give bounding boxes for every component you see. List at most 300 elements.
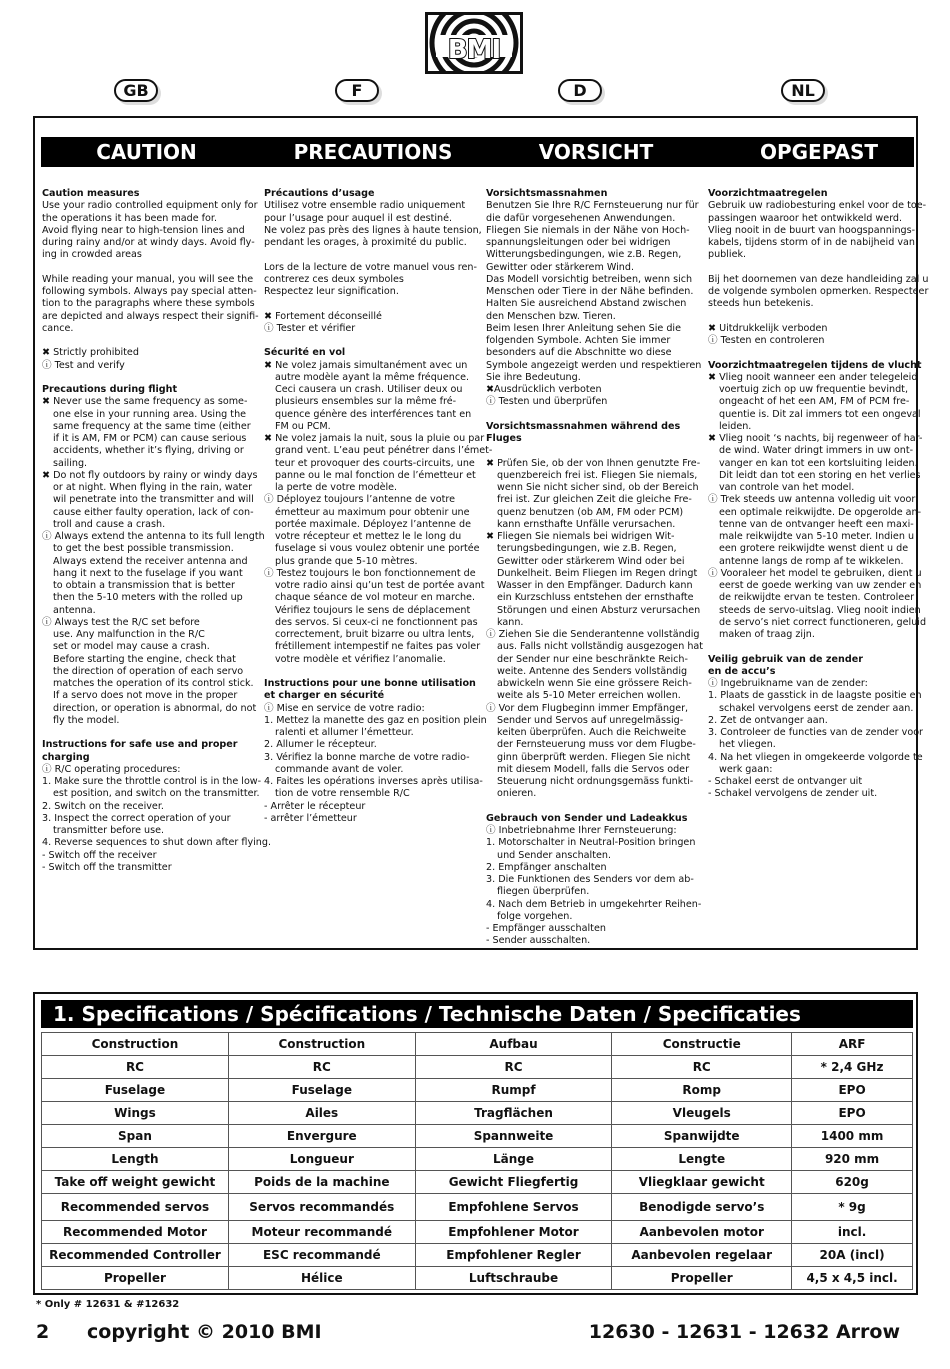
text-line: ✖ Fliegen Sie niemals bei widrigen Wit- — [486, 531, 675, 542]
text-line: est position, and switch on the transmitter. — [53, 788, 260, 800]
section-heading: Gebrauch von Sender und Ladeakkus — [486, 812, 688, 824]
copyright-text: copyright © 2010 BMI — [87, 1321, 322, 1343]
text-line: und Sender anschalten. — [497, 849, 612, 861]
text-line: ✖ Never use the same frequency as some- — [42, 396, 248, 408]
text-line: tion de votre rensemble R/C — [275, 788, 410, 800]
table-row — [42, 1056, 913, 1079]
text-line: ✖ Strictly prohibited — [42, 347, 139, 359]
text-line: besonders auf die Abschnitte wo diese — [486, 347, 672, 359]
table-cell: 920 mm — [792, 1148, 913, 1171]
text-line: ⓘ Tester et vérifier — [264, 322, 356, 334]
text-line: Utilisez votre ensemble radio uniquement — [264, 200, 466, 212]
text-line: Sender und Servos auf unregelmässig- — [497, 714, 684, 726]
column-dutch — [708, 188, 929, 801]
text-line: folgenden Symbole. Achten Sie immer — [486, 335, 671, 346]
text-line: Ceci causera un crash. Utiliser deux ou — [275, 384, 463, 395]
text-line: 3. Die Funktionen des Senders vor dem ab- — [486, 874, 694, 885]
table-cell: Luftschraube — [415, 1267, 612, 1290]
text-line: grand vent. L’eau peut pénétrer dans l’émet- — [275, 445, 493, 457]
table-cell: Fuselage — [42, 1079, 229, 1102]
heading-caution: CAUTION — [96, 140, 197, 164]
table-cell: Propeller — [42, 1267, 229, 1290]
section-heading: Fluges — [486, 433, 522, 444]
text-line: one else in your running area. Using the — [53, 408, 247, 420]
text-line: use. Any malfunction in the R/C — [53, 629, 205, 640]
column-english — [42, 188, 272, 874]
text-line: steeds hun betekenis. — [708, 298, 814, 310]
table-cell: Hélice — [228, 1267, 415, 1290]
text-line: 4. Reverse sequences to shut down after flying. — [42, 837, 272, 849]
text-line — [42, 335, 246, 347]
text-line: schakel vervolgens eerst de zender aan. — [719, 702, 914, 714]
table-cell: RC — [42, 1056, 229, 1079]
text-line: male reikwijdte van 5-10 meter. Indien u — [719, 531, 915, 542]
text-line: ralenti et allumer l’émetteur. — [275, 727, 414, 738]
table-cell: Aanbevolen motor — [612, 1221, 792, 1244]
heading-precautions: PRECAUTIONS — [293, 140, 453, 164]
text-line: plus grande que 5-10 mètres. — [275, 555, 418, 567]
text-line: la perte de votre modèle. — [275, 482, 398, 493]
column-german — [486, 188, 704, 948]
text-line: Gewitter oder stärkerem Wind. — [486, 261, 635, 273]
text-line: Ne volez pas près des lignes à haute tension, — [264, 224, 482, 236]
table-cell: Aufbau — [415, 1033, 612, 1056]
text-line: tion to the paragraphs where these symbols — [42, 298, 255, 310]
text-line: While reading your manual, you will see the — [42, 273, 254, 285]
table-cell: ARF — [792, 1033, 913, 1056]
text-line: leiden. — [719, 420, 752, 432]
table-cell: RC — [415, 1056, 612, 1079]
text-line: fliegen überprüfen. — [497, 886, 590, 898]
text-line: des servos. Si ceux-ci ne fonctionnent pas — [275, 616, 478, 628]
text-line: Fliegen Sie niemals in der Nähe von Hoch- — [486, 224, 690, 236]
text-line — [264, 249, 468, 261]
text-line: Gebruik uw radiobesturing enkel voor de toe- — [708, 200, 927, 212]
text-line: der Fernsteuerung muss vor dem Flugbe- — [497, 739, 696, 751]
text-line — [264, 666, 468, 678]
text-line: contrerez ces deux symboles — [264, 273, 404, 285]
text-line: Always extend the receiver antenna and — [53, 555, 248, 567]
section-heading: Voorzichtmaatregelen — [708, 188, 828, 199]
specifications-section — [33, 992, 918, 1295]
table-cell: Envergure — [228, 1125, 415, 1148]
table-cell: ESC recommandé — [228, 1244, 415, 1267]
text-line: van controle van het model. — [719, 482, 855, 493]
text-line: weite als 5-10 Meter erreichen wollen. — [497, 690, 681, 702]
section-heading: Voorzichtmaatregelen tijdens de vlucht — [708, 359, 922, 371]
text-line: ⓘ Vooraleer het model te gebruiken, dient u — [708, 567, 922, 579]
table-cell: Poids de la machine — [228, 1171, 415, 1194]
text-line: Benutzen Sie Ihre R/C Fernsteuerung nur für — [486, 200, 699, 212]
text-line: if it is AM, FM or PCM) can cause serious — [53, 433, 247, 444]
bmi-logo — [425, 12, 523, 74]
table-cell: Ailes — [228, 1102, 415, 1125]
text-line: ⓘ Testez toujours le bon fonctionnement de — [264, 567, 476, 579]
text-line: Sie ihre Bedeutung. — [486, 371, 581, 383]
text-line: transmitter before use. — [53, 825, 165, 836]
text-line: Das Modell vorsichtig betreiben, wenn sich — [486, 273, 693, 285]
section-heading: Precautions during flight — [42, 384, 178, 395]
text-line: ✖ Do not fly outdoors by rainy or windy days — [42, 469, 258, 481]
section-heading: Vorsichtsmassnahmen — [486, 188, 608, 199]
text-line: een grotere reikwijdte wenst dient u de — [719, 543, 909, 555]
lang-badge-d: D — [558, 79, 602, 102]
section-heading: Instructions for safe use and proper — [42, 739, 238, 751]
text-line: panne ou le mal fonction de l’émetteur et — [275, 469, 476, 481]
text-line: den Menschen bzw. Tieren. — [486, 310, 616, 322]
text-line: or at night. When flying in the rain, water — [53, 482, 253, 493]
text-line: during rainy and/or at windy days. Avoid fly- — [42, 237, 255, 248]
text-line: ✖Ausdrücklich verboten — [486, 384, 602, 395]
text-line: émetteur au maximum pour obtenir une — [275, 506, 470, 518]
text-line: to get the best possible transmission. — [53, 543, 234, 555]
text-line: de reikwijdte ervan te testen. Controleer — [719, 592, 915, 604]
text-line: het vliegen. — [719, 739, 776, 751]
table-cell: Constructie — [612, 1033, 792, 1056]
text-line: ⓘ Ingebruikname van de zender: — [708, 678, 868, 689]
text-line: ✖ Fortement déconseillé — [264, 310, 382, 322]
text-line: - Arrêter le récepteur — [264, 800, 366, 812]
table-cell: Span — [42, 1125, 229, 1148]
table-cell: Vleugels — [612, 1102, 792, 1125]
text-line: ✖ Prüfen Sie, ob der von Ihnen genutzte Fre- — [486, 457, 701, 469]
text-line: - Switch off the receiver — [42, 849, 157, 861]
text-line: quenz benutzen (ob AM, FM oder PCM) — [497, 506, 684, 518]
heading-vorsicht: VORSICHT — [538, 140, 654, 164]
table-cell: Construction — [228, 1033, 415, 1056]
text-line: folge vorgehen. — [497, 910, 573, 922]
table-cell: Propeller — [612, 1267, 792, 1290]
table-cell: Construction — [42, 1033, 229, 1056]
text-line: - Schakel vervolgens de zender uit. — [708, 788, 878, 800]
page-number: 2 — [36, 1321, 50, 1343]
text-line: ein Kurzschluss entstehen der ernsthafte — [497, 592, 694, 604]
table-cell: * 9g — [792, 1194, 913, 1221]
table-cell: Spanwijdte — [612, 1125, 792, 1148]
table-cell: EPO — [792, 1079, 913, 1102]
text-line: ⓘ Vor dem Flugbeginn immer Empfänger, — [486, 702, 689, 714]
text-line: voertuig zich op uw frequentie bevindt, — [719, 384, 908, 395]
text-line: Before starting the engine, check that — [53, 653, 236, 665]
section-heading: en de accu’s — [708, 665, 776, 677]
text-line: votre modèle et vérifiez l’anomalie. — [275, 653, 446, 665]
text-line: Lors de la lecture de votre manuel vous ren- — [264, 261, 477, 273]
text-line: quentie is. Dit zal immers tot een ongeval — [719, 408, 921, 420]
text-line: correctement, bruit bizarre ou ultra lents, — [275, 629, 475, 640]
text-line: passingen waaroor het ontwikkeld werd. — [708, 212, 903, 224]
text-line — [264, 335, 468, 347]
text-line: mit diesem Modell, falls die Servos oder — [497, 763, 690, 775]
table-cell: 1400 mm — [792, 1125, 913, 1148]
text-line: 2. Zet de ontvanger aan. — [708, 714, 828, 726]
text-line — [708, 262, 912, 274]
text-line: direction, or operation is abnormal, do not — [53, 702, 257, 714]
text-line — [42, 372, 246, 384]
text-line: keiten überprüfen. Auch die Reichweite — [497, 727, 687, 738]
table-cell: Recommended servos — [42, 1194, 229, 1221]
heading-opgepast: OPGEPAST — [759, 140, 879, 164]
section-heading: Précautions d’usage — [264, 188, 375, 199]
text-line — [708, 347, 912, 359]
section-heading: Instructions pour une bonne utilisation — [264, 678, 476, 689]
text-line: are depicted and always respect their signifi- — [42, 310, 259, 322]
text-line: 4. Nach dem Betrieb in umgekehrter Reihen- — [486, 898, 702, 910]
table-cell: incl. — [792, 1221, 913, 1244]
text-line: 3. Vérifiez la bonne marche de votre radio- — [264, 751, 470, 763]
text-line: the operations it has been made for. — [42, 212, 218, 224]
text-line — [708, 641, 912, 653]
table-cell: 620g — [792, 1171, 913, 1194]
text-line: autre modèle ayant la même fréquence. — [275, 371, 470, 383]
table-row — [42, 1194, 913, 1221]
text-line: Störungen und einen Absturz verursachen — [497, 604, 701, 616]
caution-header-bar — [41, 137, 914, 167]
text-line: - Schakel eerst de ontvanger uit — [708, 776, 863, 787]
table-cell: RC — [612, 1056, 792, 1079]
text-line: Symbole angezeigt werden und respektieren — [486, 359, 702, 371]
text-line: ⓘ Test and verify — [42, 359, 125, 371]
text-line: weite. Antenne des Senders vollständig — [497, 665, 688, 677]
logo-text: BMI — [447, 35, 501, 65]
text-line: ginn überprüft werden. Fliegen Sie nicht — [497, 751, 691, 763]
text-line: kann. — [497, 616, 524, 628]
text-line: Beim lesen Ihrer Anleitung sehen Sie die — [486, 322, 681, 334]
text-line: hang it next to the fuselage if you want — [53, 567, 243, 579]
text-line — [264, 298, 468, 310]
table-cell: Benodigde servo’s — [612, 1194, 792, 1221]
text-line: frei ist. Zur gleichen Zeit die gleiche Fre- — [497, 494, 692, 506]
text-line — [708, 311, 912, 323]
text-line: aus. Falls nicht vollständig ausgezogen hat — [497, 641, 704, 653]
table-row — [42, 1267, 913, 1290]
text-line: publiek. — [708, 249, 747, 261]
text-line: pendant les orages, à proximité du public. — [264, 237, 467, 248]
text-line: de wind. Water dringt immers in uw ont- — [719, 445, 914, 457]
text-line: onieren. — [497, 788, 537, 800]
text-line — [486, 409, 690, 421]
text-line: ⓘ Mise en service de votre radio: — [264, 702, 425, 714]
text-line: accidents, whether it’s flying, driving or — [53, 445, 244, 457]
text-line: 2. Allumer le récepteur. — [264, 739, 377, 751]
text-line: teur et provoquer des courts-circuits, une — [275, 457, 475, 469]
text-line: Witterungsbedingungen, wie z.B. Regen, — [486, 249, 682, 261]
text-line: - arrêter l’émetteur — [264, 812, 357, 824]
text-line: kann ernsthafte Unfälle verursachen. — [497, 518, 676, 530]
text-line: If a servo does not move in the proper — [53, 690, 238, 702]
table-cell: Moteur recommandé — [228, 1221, 415, 1244]
text-line: 4. Na het vliegen in omgekeerde volgorde te — [708, 751, 923, 763]
table-cell: Length — [42, 1148, 229, 1171]
table-row — [42, 1221, 913, 1244]
text-line: cance. — [42, 322, 74, 334]
text-line: vanger en kan tot een kortsluiting leiden. — [719, 457, 918, 469]
section-heading: et charger en sécurité — [264, 690, 385, 702]
text-line: Bij het doornemen van deze handleiding zal u — [708, 273, 929, 285]
table-row — [42, 1079, 913, 1102]
text-line: der Sender nur eine beschränkte Reich- — [497, 653, 688, 665]
caution-section — [33, 116, 929, 950]
text-line: ⓘ Testen und überprüfen — [486, 396, 608, 408]
text-line: wil penetrate into the transmitter and will — [53, 494, 254, 506]
text-line: ✖ Ne volez jamais simultanément avec un — [264, 359, 468, 371]
text-line: ✖ Ne volez jamais la nuit, sous la pluie ou par — [264, 433, 485, 444]
text-line: FM ou PCM. — [275, 420, 331, 432]
table-cell: Rumpf — [415, 1079, 612, 1102]
section-heading: Caution measures — [42, 188, 140, 199]
text-line: chaque séance de vol moteur en marche. — [275, 592, 475, 604]
text-line: ⓘ Always extend the antenna to its full length — [42, 531, 265, 542]
table-cell: Gewicht Fliegfertig — [415, 1171, 612, 1194]
text-line: de volgende symbolen opmerken. Respecteer — [708, 286, 929, 297]
text-line: ⓘ Ziehen Sie die Senderantenne vollständig — [486, 629, 700, 640]
text-line: quenzbereich frei ist. Fliegen Sie niemals, — [497, 469, 698, 481]
text-line: 1. Make sure the throttle control is in the low- — [42, 776, 262, 787]
text-line: ✖ Uitdrukkelijk verboden — [708, 322, 828, 334]
text-line: set or model may cause a crash. — [53, 641, 210, 653]
table-cell: Empfohlene Servos — [415, 1194, 612, 1221]
text-line: matches the operation of its control stick. — [53, 678, 254, 689]
text-line: steeds de servo-uitslag. Vlieg nooit indien — [719, 604, 921, 616]
text-line: antenna. — [53, 604, 96, 616]
text-line: sailing. — [53, 457, 88, 469]
text-line: tenne van de ontvanger heeft een maxi- — [719, 518, 914, 530]
text-line: terungsbedingungen, wie z.B. Regen, — [497, 543, 677, 555]
lang-badge-gb: GB — [114, 79, 158, 102]
text-line: ing in crowded areas — [42, 249, 142, 261]
text-line: 1. Motorschalter in Neutral-Position bringen — [486, 837, 696, 849]
text-line: pour l’usage pour auquel il est destiné. — [264, 212, 453, 224]
text-line: wenn Sie nicht sicher sind, ob der Bereich — [497, 482, 699, 493]
text-line: votre radio ainsi qu’un test de portée avant — [275, 580, 485, 591]
text-line: werk gaan: — [719, 763, 773, 775]
table-cell: EPO — [792, 1102, 913, 1125]
text-line: 3. Controleer de functies van de zender voor — [708, 727, 924, 738]
text-line — [42, 727, 246, 739]
table-cell: Tragflächen — [415, 1102, 612, 1125]
text-line: 4. Faites les opérations inverses après utilisa- — [264, 776, 483, 787]
text-line: een optimale reikwijdte. De opgerolde an- — [719, 506, 922, 518]
specifications-title: 1. Specifications / Spécifications / Technische Daten / Specificaties — [41, 1000, 913, 1028]
text-line: abwickeln wenn Sie eine grössere Reich- — [497, 678, 692, 689]
text-line: ⓘ Déployez toujours l’antenne de votre — [264, 494, 455, 506]
text-line: troll and cause a crash. — [53, 518, 166, 530]
text-line: Vlieg nooit in de buurt van hoogspannings- — [708, 224, 916, 236]
specifications-footnote: * Only # 12631 & #12632 — [36, 1299, 180, 1310]
text-line: de servo’s niet correct functioneren, geluid — [719, 616, 927, 628]
table-cell: Empfohlener Motor — [415, 1221, 612, 1244]
text-line: votre récepteur et mettez le le long du — [275, 531, 462, 542]
table-cell: Vliegklaar gewicht — [612, 1171, 792, 1194]
table-cell: Spannweite — [415, 1125, 612, 1148]
text-line: ⓘ Always test the R/C set before — [42, 616, 200, 628]
table-cell: Recommended Controller — [42, 1244, 229, 1267]
text-line: - Empfänger ausschalten — [486, 923, 606, 934]
table-cell: Recommended Motor — [42, 1221, 229, 1244]
table-cell: Longueur — [228, 1148, 415, 1171]
text-line — [486, 445, 690, 457]
text-line: fly the model. — [53, 714, 120, 726]
text-line: ✖ Vlieg nooit wanneer een ander telegeleid — [708, 371, 918, 383]
text-line: following symbols. Always pay special atten- — [42, 286, 257, 297]
text-line: Dunkelheit. Beim Fliegen im Regen dringt — [497, 567, 698, 579]
text-line: Steuerung nicht ordnungsgemäss funkti- — [497, 776, 694, 787]
text-line: Menschen oder Tiere in der Nähe befinden. — [486, 286, 694, 297]
table-cell: Wings — [42, 1102, 229, 1125]
specifications-table — [41, 1032, 913, 1290]
text-line: then the 5-10 meters with the rolled up — [53, 592, 243, 604]
table-row — [42, 1125, 913, 1148]
table-cell: Lengte — [612, 1148, 792, 1171]
text-line: commande avant de voler. — [275, 763, 404, 775]
text-line: Halten Sie ausreichend Abstand zwischen — [486, 298, 687, 310]
table-cell: Länge — [415, 1148, 612, 1171]
text-line: maken of traag zijn. — [719, 629, 815, 640]
text-line: frétillement intempestif ne faites pas voler — [275, 641, 481, 653]
table-cell: * 2,4 GHz — [792, 1056, 913, 1079]
text-line: 3. Inspect the correct operation of your — [42, 812, 231, 824]
table-cell: Servos recommandés — [228, 1194, 415, 1221]
table-cell: 20A (incl) — [792, 1244, 913, 1267]
text-line: cause either faulty operation, lack of con- — [53, 506, 254, 518]
text-line: eerst de goede werking van uw zender en — [719, 580, 922, 591]
text-line: quence génère des interférences tant en — [275, 408, 472, 420]
text-line: ongeacht of het een AM, FM of PCM fre- — [719, 396, 910, 408]
text-line: to obtain a transmission that is better — [53, 580, 235, 591]
text-line: Dit leidt dan tot een storing en het verlies — [719, 469, 921, 481]
product-codes: 12630 - 12631 - 12632 Arrow — [588, 1321, 900, 1343]
text-line: Use your radio controlled equipment only for — [42, 200, 258, 212]
text-line: ⓘ R/C operating procedures: — [42, 763, 181, 775]
section-heading: Veilig gebruik van de zender — [708, 653, 863, 665]
text-line: plusieurs ensembles sur la même fré- — [275, 396, 457, 408]
lang-badge-f: F — [335, 79, 379, 102]
text-line: Wasser in den Empfänger. Dadurch kann — [497, 580, 693, 591]
table-row — [42, 1102, 913, 1125]
text-line: ⓘ Inbetriebnahme Ihrer Fernsteuerung: — [486, 825, 677, 836]
table-cell: Romp — [612, 1079, 792, 1102]
text-line: the direction of operation of each servo — [53, 665, 244, 677]
text-line: antenne langs de romp af te wikkelen. — [719, 555, 904, 567]
text-line: 1. Plaats de gasstick in de laagste positie en — [708, 690, 922, 702]
section-heading: Sécurité en vol — [264, 347, 346, 359]
table-row — [42, 1033, 913, 1056]
table-row — [42, 1244, 913, 1267]
text-line: 1. Mettez la manette des gaz en position plein — [264, 714, 487, 726]
table-cell: Fuselage — [228, 1079, 415, 1102]
section-heading: charging — [42, 751, 90, 763]
text-line: - Switch off the transmitter — [42, 861, 172, 873]
text-line: die dafür vorgesehenen Anwendungen. — [486, 212, 676, 224]
text-line — [42, 262, 246, 274]
table-row — [42, 1148, 913, 1171]
text-line: Vérifiez toujours le sens de déplacement — [275, 604, 471, 616]
text-line: ✖ Vlieg nooit ‘s nachts, bij regenweer of har- — [708, 433, 923, 444]
text-line: kabels, tijdens storm of in de nabijheid van — [708, 237, 915, 248]
table-row — [42, 1171, 913, 1194]
text-line: Avoid flying near to high-tension lines and — [42, 224, 245, 236]
table-cell: 4,5 x 4,5 incl. — [792, 1267, 913, 1290]
text-line: spannungsleitungen oder bei widrigen — [486, 237, 671, 248]
text-line — [486, 801, 690, 813]
text-line: ⓘ Trek steeds uw antenna volledig uit voor — [708, 494, 916, 506]
section-heading: Vorsichtsmassnahmen während des — [486, 420, 681, 432]
text-line: same frequency at the same time (either — [53, 420, 251, 432]
text-line: 2. Empfänger anschalten — [486, 861, 607, 873]
text-line: portée maximale. Déployez l’antenne de — [275, 518, 472, 530]
text-line: - Sender ausschalten. — [486, 935, 591, 947]
table-cell: Take off weight gewicht — [42, 1171, 229, 1194]
text-line: ⓘ Testen en controleren — [708, 335, 825, 346]
